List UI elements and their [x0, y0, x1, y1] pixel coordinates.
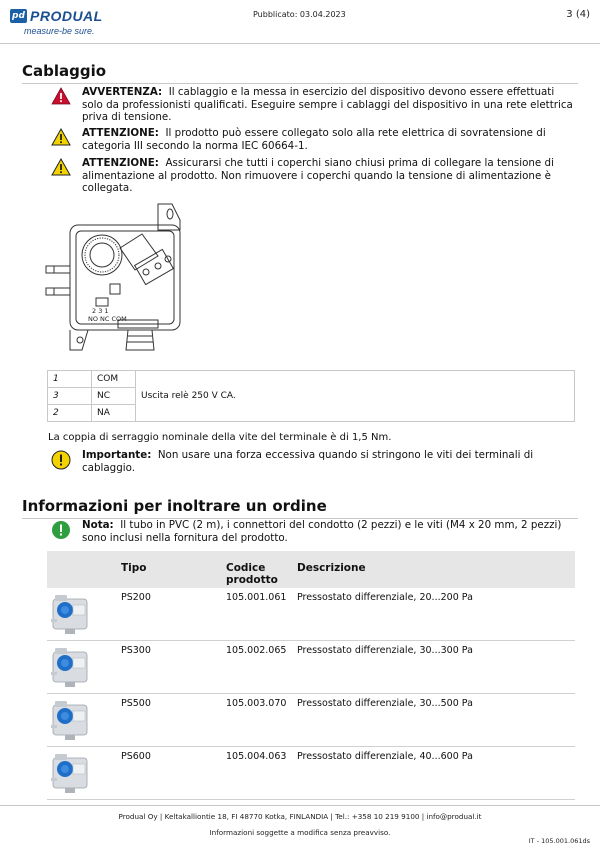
notice-label: AVVERTENZA:	[82, 86, 163, 98]
product-type: PS500	[121, 698, 151, 709]
produal-logo	[10, 8, 103, 24]
product-code: 105.003.070	[226, 698, 287, 709]
terminal-name: NA	[92, 405, 136, 422]
note-text: Il tubo in PVC (2 m), i connettori del condotto (2 pezzi) e le viti (M4 x 20 mm, 2 pezzi) sono inclusi nella fornitura del prodotto.	[82, 519, 562, 544]
product-description: Pressostato differenziale, 30...500 Pa	[297, 698, 473, 709]
note-icon	[50, 520, 72, 540]
terminal-names: NO NC COM	[88, 315, 127, 323]
terminal-description: Uscita relè 250 V CA.	[136, 371, 575, 422]
logo-text: PRODUAL	[30, 8, 103, 24]
product-description: Pressostato differenziale, 30...300 Pa	[297, 645, 473, 656]
product-type: PS200	[121, 592, 151, 603]
notice-text: Il cablaggio e la messa in esercizio del dispositivo devono essere effettuati solo da professionisti qualificati. Eseguire sempre i cablaggi del dispositivo in una rete elettrica priva di tensione.	[82, 86, 573, 124]
product-code: 105.001.061	[226, 592, 287, 603]
product-description: Pressostato differenziale, 20...200 Pa	[297, 592, 473, 603]
caution-notice-covers	[50, 157, 575, 195]
important-notice	[50, 449, 575, 474]
page-number: 3 (4)	[566, 9, 590, 20]
terminal-name: NC	[92, 388, 136, 405]
product-type: PS600	[121, 751, 151, 762]
warning-notice	[50, 86, 575, 124]
product-row	[47, 588, 575, 641]
product-row	[47, 694, 575, 747]
terminal-name: COM	[92, 371, 136, 388]
section-title-order: Informazioni per inoltrare un ordine	[22, 497, 578, 519]
product-code: 105.004.063	[226, 751, 287, 762]
header-description: Descrizione	[297, 562, 366, 574]
important-text: Non usare una forza eccessiva quando si stringono le viti dei terminali di cablaggio.	[82, 449, 534, 474]
logo-mark: pd	[10, 9, 27, 23]
section-title-wiring: Cablaggio	[22, 62, 578, 84]
product-row	[47, 747, 575, 800]
important-label: Importante:	[82, 449, 152, 461]
terminal-number: 3	[48, 388, 92, 405]
published-date: Pubblicato: 03.04.2023	[253, 10, 346, 19]
caution-notice-category	[50, 127, 575, 152]
footer-address: Produal Oy | Keltakalliontie 18, FI 48770 Kotka, FINLANDIA | Tel.: +358 10 219 9100 | info@produal.it	[118, 812, 482, 821]
notice-text: Assicurarsi che tutti i coperchi siano chiusi prima di collegare la tensione di alimentazione al prodotto. Non rimuovere i coperchi quando la tensione di alimentazione è collegata.	[82, 157, 554, 195]
page-header	[0, 0, 600, 44]
wiring-diagram	[40, 200, 190, 365]
pressure-switch-image	[51, 699, 91, 742]
header-code: Codice prodotto	[226, 562, 278, 586]
product-row	[47, 641, 575, 694]
torque-text: La coppia di serraggio nominale della vite del terminale è di 1,5 Nm.	[48, 432, 392, 443]
pressure-switch-image	[51, 593, 91, 636]
order-table-header	[47, 551, 575, 588]
notice-text: Il prodotto può essere collegato solo alla rete elettrica di sovratensione di categoria III secondo la norma IEC 60664-1.	[82, 127, 546, 152]
header-type: Tipo	[121, 562, 147, 574]
terminal-table	[47, 370, 575, 422]
footer-disclaimer: Informazioni soggette a modifica senza preavviso.	[209, 828, 391, 837]
pressure-switch-image	[51, 752, 91, 795]
terminal-numbers: 2 3 1	[92, 307, 109, 315]
tagline: measure-be sure.	[24, 26, 95, 36]
document-id: IT - 105.001.061ds	[528, 837, 590, 845]
notice-label: ATTENZIONE:	[82, 157, 159, 169]
footer-divider	[0, 805, 600, 806]
caution-yellow-icon	[50, 128, 72, 146]
terminal-number: 1	[48, 371, 92, 388]
note-notice	[50, 519, 575, 544]
order-table	[47, 551, 575, 800]
table-row	[48, 371, 575, 388]
product-code: 105.002.065	[226, 645, 287, 656]
notice-label: ATTENZIONE:	[82, 127, 159, 139]
note-label: Nota:	[82, 519, 114, 531]
pressure-switch-image	[51, 646, 91, 689]
caution-yellow-icon	[50, 158, 72, 176]
terminal-number: 2	[48, 405, 92, 422]
important-icon	[50, 450, 72, 470]
warning-red-icon	[50, 87, 72, 105]
product-type: PS300	[121, 645, 151, 656]
product-description: Pressostato differenziale, 40...600 Pa	[297, 751, 473, 762]
